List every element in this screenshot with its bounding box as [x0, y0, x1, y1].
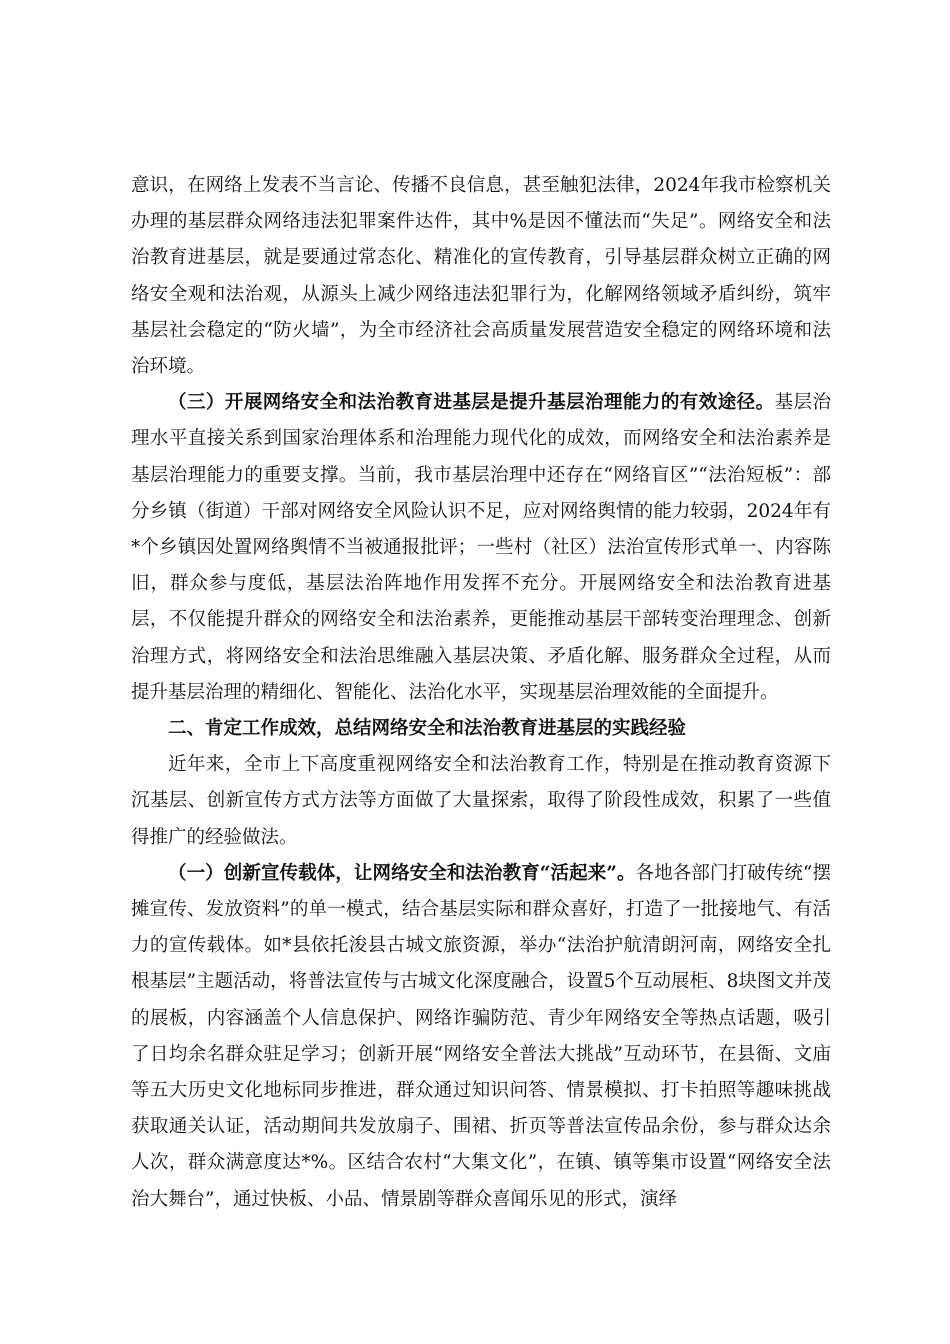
paragraph-intro: 近年来，全市上下高度重视网络安全和法治教育工作，特别是在推动教育资源下沉基层、创新宣传方式方法等方面做了大量探索，取得了阶段性成效，积累了一些值得推广的经验做法。 [131, 754, 831, 848]
paragraph-continuation: 意识，在网络上发表不当言论、传播不良信息，甚至触犯法律，2024年我市检察机关办理的基层群众网络违法犯罪案件达件，其中%是因不懂法而“失足”。网络安全和法治教育进基层，就是要通过常态化、精准化的宣传教育，引导基层群众树立正确的网络安全观和法治观，从源头上减少网络违法犯罪行为，化解网络领域矛盾纠纷，筑牢基层社会稳定的“防火墙”，为全市经济社会高质量发展营造安全稳定的网络环境和法治环境。 [131, 175, 831, 378]
section-3-lead: （三）开展网络安全和法治教育进基层是提升基层治理能力的有效途径。 [168, 392, 775, 414]
subsection-1-lead: （一）创新宣传载体，让网络安全和法治教育“活起来”。 [168, 862, 636, 884]
section-3-body: 基层治理水平直接关系到国家治理体系和治理能力现代化的成效，而网络安全和法治素养是基层治理能力的重要支撑。当前，我市基层治理中还存在“网络盲区”“法治短板”：部分乡镇（街道）干部对网络安全风险认识不足，应对网络舆情的能力较弱，2024年有*个乡镇因处置网络舆情不当被通报批评；一些村（社区）法治宣传形式单一、内容陈旧，群众参与度低，基层法治阵地作用发挥不充分。开展网络安全和法治教育进基层，不仅能提升群众的网络安全和法治素养，更能推动基层干部转变治理理念、创新治理方式，将网络安全和法治思维融入基层决策、矛盾化解、服务群众全过程，从而提升基层治理的精细化、智能化、法治化水平，实现基层治理效能的全面提升。 [131, 392, 831, 703]
subsection-1-body: 各地各部门打破传统“摆摊宣传、发放资料”的单一模式，结合基层实际和群众喜好，打造了一批接地气、有活力的宣传载体。如*县依托浚县古城文旅资源，举办“法治护航清朗河南，网络安全扎根基层”主题活动，将普法宣传与古城文化深度融合，设置5个互动展柜、8块图文并茂的展板，内容涵盖个人信息保护、网络诈骗防范、青少年网络安全等热点话题，吸引了日均余名群众驻足学习；创新开展“网络安全普法大挑战”互动环节，在县衙、文庙等五大历史文化地标同步推进，群众通过知识问答、情景模拟、打卡拍照等趣味挑战获取通关认证，活动期间共发放扇子、围裙、折页等普法宣传品余份，参与群众达余人次，群众满意度达*%。区结合农村“大集文化”，在镇、镇等集市设置“网络安全法治大舞台”，通过快板、小品、情景剧等群众喜闻乐见的形式，演绎 [131, 862, 831, 1210]
document-page [131, 168, 831, 1218]
paragraph-subsection-1 [131, 856, 831, 1218]
heading-part-2: 二、肯定工作成效，总结网络安全和法治教育进基层的实践经验 [168, 718, 687, 740]
paragraph-section-3 [131, 385, 831, 711]
